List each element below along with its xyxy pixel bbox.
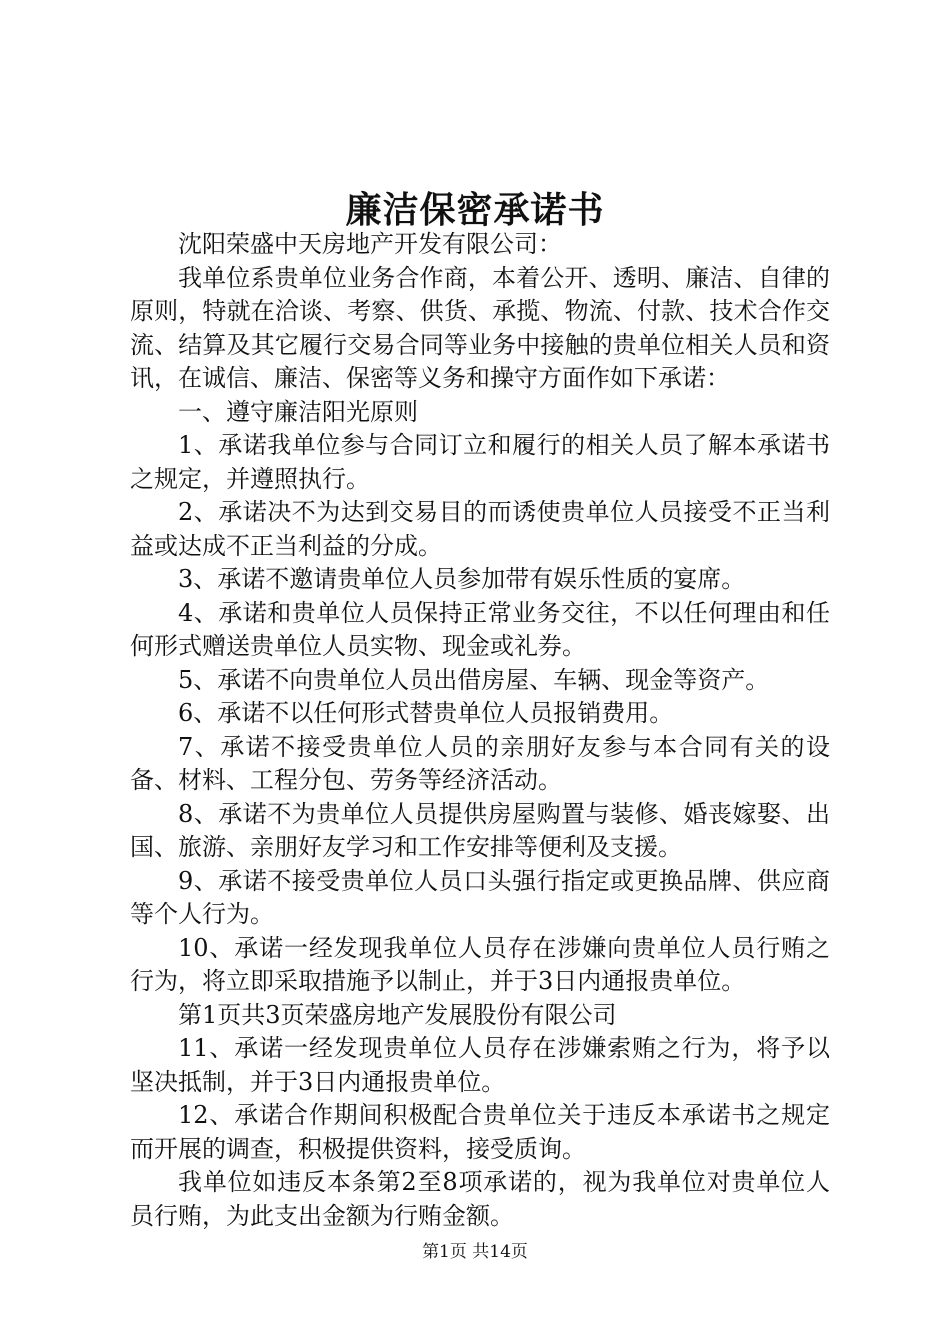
document-body (130, 228, 830, 1233)
section-heading: 一、遵守廉洁阳光原则 (178, 397, 418, 426)
commitment-item-10: 10、承诺一经发现我单位人员存在涉嫌向贵单位人员行贿之行为，将立即采取措施予以制止，并于3日内通报贵单位。 (130, 933, 830, 995)
commitment-item-6: 6、承诺不以任何形式替贵单位人员报销费用。 (178, 699, 674, 727)
commitment-item-5: 5、承诺不向贵单位人员出借房屋、车辆、现金等资产。 (178, 665, 770, 694)
embedded-page-note: 第1页共3页荣盛房地产发展股份有限公司 (178, 1000, 617, 1029)
commitment-item-3: 3、承诺不邀请贵单位人员参加带有娱乐性质的宴席。 (178, 565, 746, 593)
commitment-item-11: 11、承诺一经发现贵单位人员存在涉嫌索贿之行为，将予以坚决抵制，并于3日内通报贵单位。 (130, 1034, 830, 1096)
violation-clause: 我单位如违反本条第2至8项承诺的，视为我单位对贵单位人员行贿，为此支出金额为行贿金额。 (130, 1168, 830, 1230)
addressee: 沈阳荣盛中天房地产开发有限公司： (178, 230, 562, 258)
commitment-item-4: 4、承诺和贵单位人员保持正常业务交往，不以任何理由和任何形式赠送贵单位人员实物、现金或礼券。 (130, 598, 830, 660)
page-footer: 第1页 共14页 (422, 1242, 528, 1262)
document-title: 廉洁保密承诺书 (345, 189, 605, 231)
intro-paragraph: 我单位系贵单位业务合作商，本着公开、透明、廉洁、自律的原则，特就在洽谈、考察、供货、承揽、物流、付款、技术合作交流、结算及其它履行交易合同等业务中接触的贵单位相关人员和资讯，在诚信、廉洁、保密等义务和操守方面作如下承诺： (130, 263, 830, 392)
commitment-item-9: 9、承诺不接受贵单位人员口头强行指定或更换品牌、供应商等个人行为。 (130, 866, 830, 928)
commitment-item-12: 12、承诺合作期间积极配合贵单位关于违反本承诺书之规定而开展的调查，积极提供资料，接受质询。 (130, 1101, 830, 1163)
commitment-item-2: 2、承诺决不为达到交易目的而诱使贵单位人员接受不正当利益或达成不正当利益的分成。 (130, 498, 830, 560)
commitment-item-7: 7、承诺不接受贵单位人员的亲朋好友参与本合同有关的设备、材料、工程分包、劳务等经济活动。 (130, 732, 830, 794)
commitment-item-1: 1、承诺我单位参与合同订立和履行的相关人员了解本承诺书之规定，并遵照执行。 (130, 431, 830, 493)
commitment-item-8: 8、承诺不为贵单位人员提供房屋购置与装修、婚丧嫁娶、出国、旅游、亲朋好友学习和工作安排等便利及支援。 (130, 799, 830, 861)
